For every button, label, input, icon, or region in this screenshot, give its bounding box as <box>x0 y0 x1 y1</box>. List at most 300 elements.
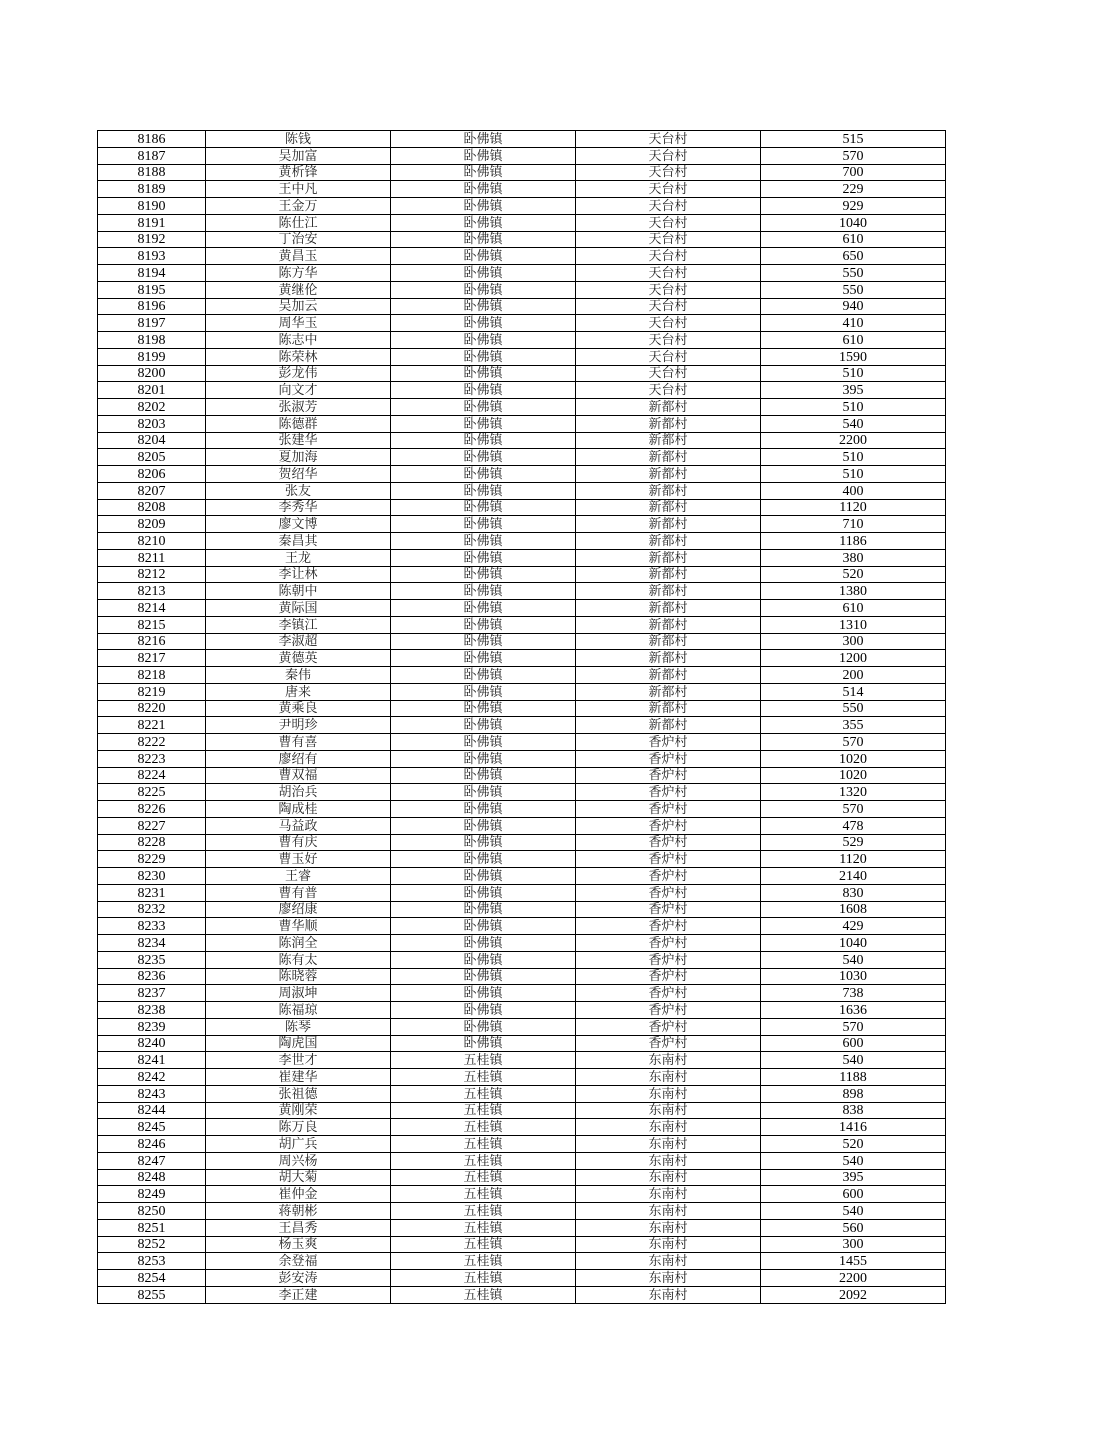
village-cell: 天台村 <box>576 248 761 265</box>
town-cell: 卧佛镇 <box>391 817 576 834</box>
village-cell: 香炉村 <box>576 918 761 935</box>
table-row <box>98 449 946 466</box>
town-cell: 五桂镇 <box>391 1236 576 1253</box>
row-number-cell: 8223 <box>98 750 206 767</box>
amount-cell: 610 <box>761 600 946 617</box>
amount-cell: 570 <box>761 734 946 751</box>
table-row <box>98 281 946 298</box>
amount-cell: 529 <box>761 834 946 851</box>
town-cell: 五桂镇 <box>391 1219 576 1236</box>
town-cell: 卧佛镇 <box>391 583 576 600</box>
table-row <box>98 683 946 700</box>
table-row <box>98 382 946 399</box>
name-cell: 胡治兵 <box>206 784 391 801</box>
table-row <box>98 734 946 751</box>
village-cell: 东南村 <box>576 1219 761 1236</box>
row-number-cell: 8212 <box>98 566 206 583</box>
name-cell: 吴加云 <box>206 298 391 315</box>
row-number-cell: 8244 <box>98 1102 206 1119</box>
row-number-cell: 8246 <box>98 1136 206 1153</box>
table-row <box>98 834 946 851</box>
village-cell: 香炉村 <box>576 935 761 952</box>
town-cell: 五桂镇 <box>391 1052 576 1069</box>
village-cell: 香炉村 <box>576 734 761 751</box>
name-cell: 黄析锋 <box>206 164 391 181</box>
row-number-cell: 8243 <box>98 1085 206 1102</box>
row-number-cell: 8197 <box>98 315 206 332</box>
amount-cell: 600 <box>761 1186 946 1203</box>
name-cell: 黄德英 <box>206 650 391 667</box>
town-cell: 卧佛镇 <box>391 951 576 968</box>
name-cell: 李让林 <box>206 566 391 583</box>
row-number-cell: 8192 <box>98 231 206 248</box>
table-row <box>98 147 946 164</box>
village-cell: 天台村 <box>576 315 761 332</box>
town-cell: 卧佛镇 <box>391 868 576 885</box>
table-row <box>98 767 946 784</box>
name-cell: 尹明珍 <box>206 717 391 734</box>
table-row <box>98 549 946 566</box>
town-cell: 五桂镇 <box>391 1270 576 1287</box>
village-cell: 东南村 <box>576 1102 761 1119</box>
row-number-cell: 8248 <box>98 1169 206 1186</box>
amount-cell: 738 <box>761 985 946 1002</box>
table-row <box>98 750 946 767</box>
table-row <box>98 231 946 248</box>
village-cell: 新都村 <box>576 650 761 667</box>
name-cell: 丁治安 <box>206 231 391 248</box>
village-cell: 香炉村 <box>576 784 761 801</box>
village-cell: 天台村 <box>576 382 761 399</box>
amount-cell: 1188 <box>761 1069 946 1086</box>
table-row <box>98 348 946 365</box>
amount-cell: 514 <box>761 683 946 700</box>
amount-cell: 540 <box>761 415 946 432</box>
village-cell: 天台村 <box>576 332 761 349</box>
row-number-cell: 8200 <box>98 365 206 382</box>
village-cell: 新都村 <box>576 667 761 684</box>
amount-cell: 520 <box>761 1136 946 1153</box>
town-cell: 五桂镇 <box>391 1119 576 1136</box>
table-row <box>98 1169 946 1186</box>
row-number-cell: 8232 <box>98 901 206 918</box>
row-number-cell: 8203 <box>98 415 206 432</box>
town-cell: 五桂镇 <box>391 1085 576 1102</box>
amount-cell: 510 <box>761 466 946 483</box>
amount-cell: 1416 <box>761 1119 946 1136</box>
name-cell: 李淑超 <box>206 633 391 650</box>
village-cell: 东南村 <box>576 1085 761 1102</box>
table-row <box>98 633 946 650</box>
table-row <box>98 566 946 583</box>
table-row <box>98 1018 946 1035</box>
amount-cell: 2200 <box>761 1270 946 1287</box>
village-cell: 新都村 <box>576 566 761 583</box>
row-number-cell: 8241 <box>98 1052 206 1069</box>
town-cell: 卧佛镇 <box>391 918 576 935</box>
town-cell: 五桂镇 <box>391 1253 576 1270</box>
name-cell: 廖绍有 <box>206 750 391 767</box>
town-cell: 卧佛镇 <box>391 650 576 667</box>
amount-cell: 570 <box>761 147 946 164</box>
name-cell: 李正建 <box>206 1286 391 1303</box>
table-row <box>98 968 946 985</box>
village-cell: 香炉村 <box>576 851 761 868</box>
village-cell: 东南村 <box>576 1069 761 1086</box>
row-number-cell: 8218 <box>98 667 206 684</box>
town-cell: 五桂镇 <box>391 1203 576 1220</box>
row-number-cell: 8224 <box>98 767 206 784</box>
town-cell: 卧佛镇 <box>391 834 576 851</box>
table-row <box>98 1286 946 1303</box>
name-cell: 秦昌其 <box>206 533 391 550</box>
row-number-cell: 8231 <box>98 884 206 901</box>
amount-cell: 510 <box>761 399 946 416</box>
town-cell: 卧佛镇 <box>391 851 576 868</box>
amount-cell: 560 <box>761 1219 946 1236</box>
amount-cell: 200 <box>761 667 946 684</box>
table-row <box>98 1219 946 1236</box>
name-cell: 黄乘良 <box>206 700 391 717</box>
village-cell: 天台村 <box>576 214 761 231</box>
town-cell: 卧佛镇 <box>391 767 576 784</box>
row-number-cell: 8230 <box>98 868 206 885</box>
row-number-cell: 8211 <box>98 549 206 566</box>
town-cell: 卧佛镇 <box>391 566 576 583</box>
village-cell: 香炉村 <box>576 767 761 784</box>
town-cell: 卧佛镇 <box>391 315 576 332</box>
town-cell: 卧佛镇 <box>391 968 576 985</box>
row-number-cell: 8196 <box>98 298 206 315</box>
village-cell: 香炉村 <box>576 985 761 1002</box>
town-cell: 卧佛镇 <box>391 717 576 734</box>
village-cell: 新都村 <box>576 549 761 566</box>
row-number-cell: 8221 <box>98 717 206 734</box>
amount-cell: 1120 <box>761 499 946 516</box>
amount-cell: 300 <box>761 633 946 650</box>
row-number-cell: 8253 <box>98 1253 206 1270</box>
village-cell: 新都村 <box>576 616 761 633</box>
row-number-cell: 8220 <box>98 700 206 717</box>
row-number-cell: 8208 <box>98 499 206 516</box>
town-cell: 卧佛镇 <box>391 382 576 399</box>
town-cell: 卧佛镇 <box>391 901 576 918</box>
amount-cell: 610 <box>761 231 946 248</box>
name-cell: 曹华顺 <box>206 918 391 935</box>
name-cell: 黄昌玉 <box>206 248 391 265</box>
row-number-cell: 8240 <box>98 1035 206 1052</box>
amount-cell: 300 <box>761 1236 946 1253</box>
amount-cell: 510 <box>761 365 946 382</box>
amount-cell: 2200 <box>761 432 946 449</box>
town-cell: 卧佛镇 <box>391 884 576 901</box>
amount-cell: 610 <box>761 332 946 349</box>
table-row <box>98 717 946 734</box>
town-cell: 五桂镇 <box>391 1069 576 1086</box>
town-cell: 卧佛镇 <box>391 231 576 248</box>
village-cell: 新都村 <box>576 683 761 700</box>
village-cell: 新都村 <box>576 399 761 416</box>
village-cell: 新都村 <box>576 700 761 717</box>
amount-cell: 929 <box>761 198 946 215</box>
name-cell: 夏加海 <box>206 449 391 466</box>
table-row <box>98 801 946 818</box>
village-cell: 香炉村 <box>576 817 761 834</box>
village-cell: 东南村 <box>576 1236 761 1253</box>
amount-cell: 540 <box>761 1052 946 1069</box>
table-row <box>98 415 946 432</box>
name-cell: 曹玉好 <box>206 851 391 868</box>
amount-cell: 1590 <box>761 348 946 365</box>
table-row <box>98 516 946 533</box>
name-cell: 廖绍康 <box>206 901 391 918</box>
town-cell: 卧佛镇 <box>391 281 576 298</box>
table-row <box>98 935 946 952</box>
village-cell: 天台村 <box>576 265 761 282</box>
village-cell: 东南村 <box>576 1270 761 1287</box>
town-cell: 卧佛镇 <box>391 516 576 533</box>
row-number-cell: 8199 <box>98 348 206 365</box>
table-row <box>98 1186 946 1203</box>
row-number-cell: 8222 <box>98 734 206 751</box>
town-cell: 卧佛镇 <box>391 935 576 952</box>
table-row <box>98 1002 946 1019</box>
town-cell: 卧佛镇 <box>391 801 576 818</box>
amount-cell: 898 <box>761 1085 946 1102</box>
name-cell: 王昌秀 <box>206 1219 391 1236</box>
name-cell: 马益政 <box>206 817 391 834</box>
name-cell: 陈万良 <box>206 1119 391 1136</box>
name-cell: 曹有普 <box>206 884 391 901</box>
data-table <box>97 130 946 1304</box>
amount-cell: 550 <box>761 281 946 298</box>
village-cell: 东南村 <box>576 1186 761 1203</box>
village-cell: 天台村 <box>576 231 761 248</box>
table-row <box>98 1236 946 1253</box>
name-cell: 陶虎国 <box>206 1035 391 1052</box>
amount-cell: 1020 <box>761 767 946 784</box>
name-cell: 王中凡 <box>206 181 391 198</box>
town-cell: 卧佛镇 <box>391 449 576 466</box>
name-cell: 陈润全 <box>206 935 391 952</box>
row-number-cell: 8214 <box>98 600 206 617</box>
village-cell: 新都村 <box>576 516 761 533</box>
amount-cell: 395 <box>761 1169 946 1186</box>
town-cell: 卧佛镇 <box>391 667 576 684</box>
village-cell: 新都村 <box>576 600 761 617</box>
table-row <box>98 985 946 1002</box>
amount-cell: 540 <box>761 1203 946 1220</box>
town-cell: 卧佛镇 <box>391 633 576 650</box>
amount-cell: 1380 <box>761 583 946 600</box>
row-number-cell: 8205 <box>98 449 206 466</box>
village-cell: 香炉村 <box>576 801 761 818</box>
amount-cell: 1030 <box>761 968 946 985</box>
name-cell: 周兴杨 <box>206 1152 391 1169</box>
row-number-cell: 8193 <box>98 248 206 265</box>
row-number-cell: 8195 <box>98 281 206 298</box>
town-cell: 卧佛镇 <box>391 1002 576 1019</box>
town-cell: 卧佛镇 <box>391 533 576 550</box>
row-number-cell: 8190 <box>98 198 206 215</box>
village-cell: 新都村 <box>576 466 761 483</box>
table-row <box>98 583 946 600</box>
town-cell: 五桂镇 <box>391 1286 576 1303</box>
town-cell: 卧佛镇 <box>391 365 576 382</box>
village-cell: 香炉村 <box>576 968 761 985</box>
row-number-cell: 8245 <box>98 1119 206 1136</box>
amount-cell: 550 <box>761 265 946 282</box>
name-cell: 李世才 <box>206 1052 391 1069</box>
town-cell: 卧佛镇 <box>391 683 576 700</box>
town-cell: 卧佛镇 <box>391 214 576 231</box>
village-cell: 新都村 <box>576 583 761 600</box>
name-cell: 崔仲金 <box>206 1186 391 1203</box>
table-row <box>98 667 946 684</box>
amount-cell: 429 <box>761 918 946 935</box>
table-row <box>98 1035 946 1052</box>
amount-cell: 650 <box>761 248 946 265</box>
amount-cell: 229 <box>761 181 946 198</box>
town-cell: 卧佛镇 <box>391 147 576 164</box>
amount-cell: 940 <box>761 298 946 315</box>
table-row <box>98 817 946 834</box>
table-row <box>98 365 946 382</box>
row-number-cell: 8238 <box>98 1002 206 1019</box>
town-cell: 卧佛镇 <box>391 131 576 148</box>
town-cell: 卧佛镇 <box>391 164 576 181</box>
village-cell: 新都村 <box>576 499 761 516</box>
table-row <box>98 1069 946 1086</box>
table-row <box>98 432 946 449</box>
amount-cell: 1186 <box>761 533 946 550</box>
amount-cell: 410 <box>761 315 946 332</box>
name-cell: 贺绍华 <box>206 466 391 483</box>
village-cell: 天台村 <box>576 348 761 365</box>
town-cell: 卧佛镇 <box>391 248 576 265</box>
name-cell: 黄刚荣 <box>206 1102 391 1119</box>
row-number-cell: 8237 <box>98 985 206 1002</box>
row-number-cell: 8217 <box>98 650 206 667</box>
row-number-cell: 8210 <box>98 533 206 550</box>
amount-cell: 1455 <box>761 1253 946 1270</box>
row-number-cell: 8227 <box>98 817 206 834</box>
town-cell: 卧佛镇 <box>391 499 576 516</box>
amount-cell: 380 <box>761 549 946 566</box>
table-row <box>98 1085 946 1102</box>
town-cell: 五桂镇 <box>391 1102 576 1119</box>
name-cell: 杨玉爽 <box>206 1236 391 1253</box>
amount-cell: 395 <box>761 382 946 399</box>
row-number-cell: 8191 <box>98 214 206 231</box>
name-cell: 陈福琼 <box>206 1002 391 1019</box>
table-row <box>98 164 946 181</box>
name-cell: 陈志中 <box>206 332 391 349</box>
name-cell: 蒋朝彬 <box>206 1203 391 1220</box>
village-cell: 香炉村 <box>576 1035 761 1052</box>
table-row <box>98 600 946 617</box>
amount-cell: 1020 <box>761 750 946 767</box>
town-cell: 卧佛镇 <box>391 181 576 198</box>
amount-cell: 1040 <box>761 935 946 952</box>
amount-cell: 570 <box>761 1018 946 1035</box>
name-cell: 陈方华 <box>206 265 391 282</box>
amount-cell: 550 <box>761 700 946 717</box>
name-cell: 周华玉 <box>206 315 391 332</box>
table-row <box>98 198 946 215</box>
village-cell: 东南村 <box>576 1253 761 1270</box>
name-cell: 李镇江 <box>206 616 391 633</box>
town-cell: 卧佛镇 <box>391 265 576 282</box>
row-number-cell: 8187 <box>98 147 206 164</box>
name-cell: 秦伟 <box>206 667 391 684</box>
table-row <box>98 650 946 667</box>
town-cell: 卧佛镇 <box>391 332 576 349</box>
table-row <box>98 951 946 968</box>
village-cell: 天台村 <box>576 365 761 382</box>
row-number-cell: 8252 <box>98 1236 206 1253</box>
table-row <box>98 482 946 499</box>
village-cell: 天台村 <box>576 198 761 215</box>
town-cell: 卧佛镇 <box>391 985 576 1002</box>
row-number-cell: 8233 <box>98 918 206 935</box>
village-cell: 香炉村 <box>576 951 761 968</box>
village-cell: 天台村 <box>576 164 761 181</box>
name-cell: 向文才 <box>206 382 391 399</box>
name-cell: 曹有喜 <box>206 734 391 751</box>
village-cell: 东南村 <box>576 1136 761 1153</box>
name-cell: 周淑坤 <box>206 985 391 1002</box>
village-cell: 新都村 <box>576 482 761 499</box>
name-cell: 余登福 <box>206 1253 391 1270</box>
table-row <box>98 214 946 231</box>
name-cell: 陶成桂 <box>206 801 391 818</box>
name-cell: 陈有太 <box>206 951 391 968</box>
amount-cell: 1040 <box>761 214 946 231</box>
table-body <box>98 131 946 1304</box>
village-cell: 东南村 <box>576 1286 761 1303</box>
table-row <box>98 1102 946 1119</box>
amount-cell: 520 <box>761 566 946 583</box>
name-cell: 陈荣林 <box>206 348 391 365</box>
name-cell: 李秀华 <box>206 499 391 516</box>
row-number-cell: 8251 <box>98 1219 206 1236</box>
row-number-cell: 8189 <box>98 181 206 198</box>
row-number-cell: 8206 <box>98 466 206 483</box>
town-cell: 卧佛镇 <box>391 750 576 767</box>
village-cell: 新都村 <box>576 533 761 550</box>
amount-cell: 1636 <box>761 1002 946 1019</box>
town-cell: 五桂镇 <box>391 1186 576 1203</box>
table-row <box>98 616 946 633</box>
village-cell: 新都村 <box>576 432 761 449</box>
amount-cell: 1320 <box>761 784 946 801</box>
name-cell: 王睿 <box>206 868 391 885</box>
name-cell: 王龙 <box>206 549 391 566</box>
table-row <box>98 131 946 148</box>
amount-cell: 400 <box>761 482 946 499</box>
amount-cell: 830 <box>761 884 946 901</box>
table-row <box>98 1136 946 1153</box>
town-cell: 卧佛镇 <box>391 415 576 432</box>
row-number-cell: 8207 <box>98 482 206 499</box>
row-number-cell: 8254 <box>98 1270 206 1287</box>
village-cell: 东南村 <box>576 1119 761 1136</box>
village-cell: 香炉村 <box>576 868 761 885</box>
row-number-cell: 8209 <box>98 516 206 533</box>
table-row <box>98 901 946 918</box>
town-cell: 卧佛镇 <box>391 1035 576 1052</box>
